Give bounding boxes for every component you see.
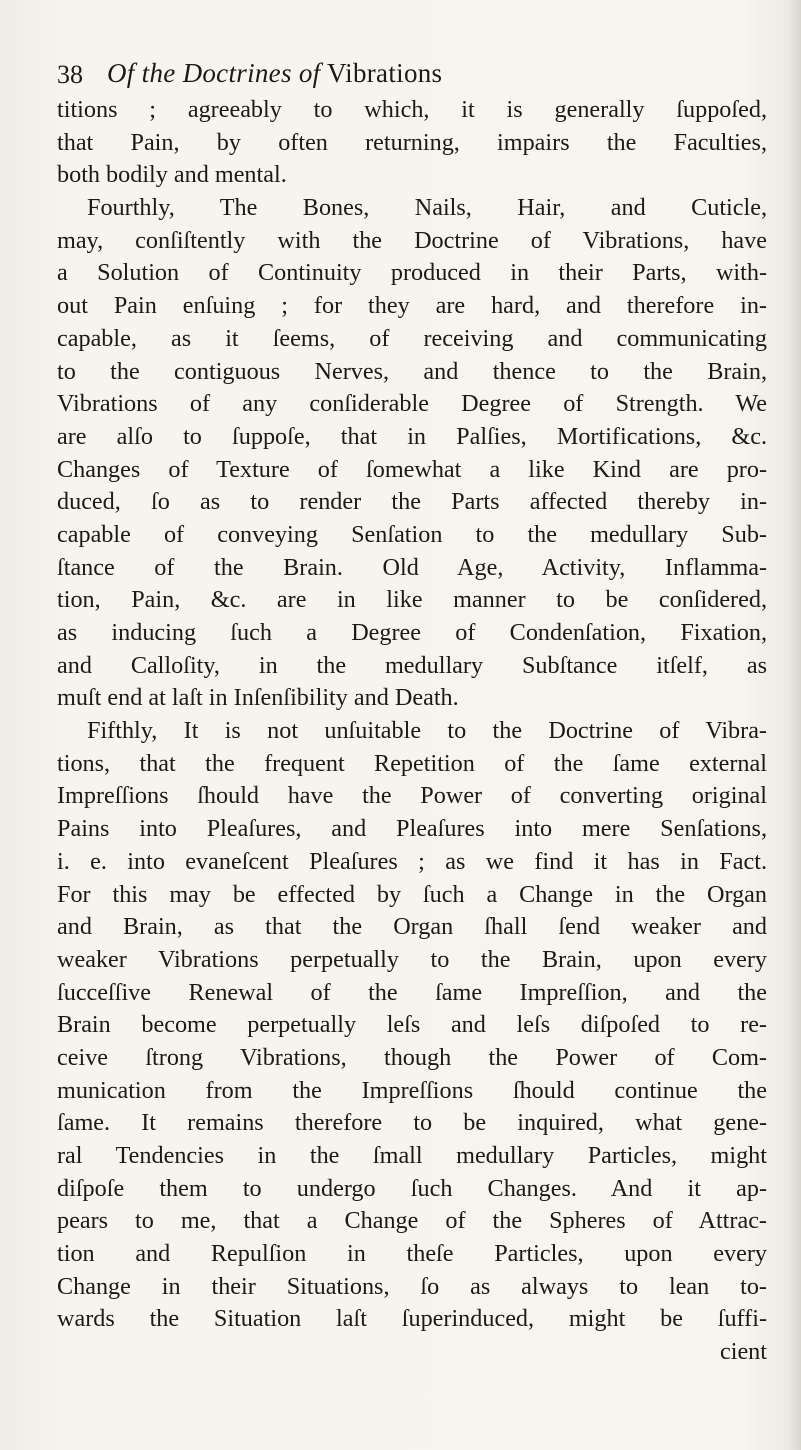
text-line: muſt end at laſt in Inſenſibility and Death.: [57, 684, 459, 712]
text-line: Fifthly, It is not unſuitable to the Doctrine of Vibra-: [87, 717, 767, 745]
text-line: Impreſſions ſhould have the Power of converting original: [57, 782, 767, 810]
text-line: as inducing ſuch a Degree of Condenſation, Fixation,: [57, 619, 767, 646]
running-head-roman: Vibrations: [326, 58, 443, 88]
text-line: and Calloſity, in the medullary Subſtance itſelf, as: [57, 651, 767, 679]
text-line: pears to me, that a Change of the Spheres of Attrac-: [57, 1207, 767, 1235]
catchword: cient: [719, 1338, 767, 1366]
text-line: and Brain, as that the Organ ſhall ſend weaker and: [57, 913, 767, 941]
text-line: Vibrations of any conſiderable Degree of Strength. We: [57, 390, 767, 418]
page-header: [57, 58, 757, 92]
text-line: ſtance of the Brain. Old Age, Activity, Inflamma-: [57, 553, 767, 581]
text-line: tions, that the frequent Repetition of the ſame external: [57, 749, 767, 777]
text-line: munication from the Impreſſions ſhould continue the: [57, 1076, 767, 1104]
text-line: may, conſiſtently with the Doctrine of Vibrations, have: [57, 226, 767, 254]
running-head-italic: Of the Doctrines of: [107, 58, 321, 88]
text-line: ſucceſſive Renewal of the ſame Impreſſion, and the: [57, 978, 767, 1006]
body-text: [57, 94, 767, 1369]
page-edge-shadow: [787, 0, 801, 1450]
running-head: [107, 58, 442, 89]
page-number: 38: [57, 60, 83, 89]
text-line: titions ; agreeably to which, it is generally ſuppoſed,: [57, 96, 767, 123]
text-line: capable, as it ſeems, of receiving and communicating: [57, 324, 767, 352]
text-line: ſame. It remains therefore to be inquired, what gene-: [57, 1109, 767, 1137]
text-line: ceive ſtrong Vibrations, though the Power of Com-: [57, 1043, 767, 1071]
text-line: Change in their Situations, ſo as always to lean to-: [57, 1272, 767, 1300]
text-line: are alſo to ſuppoſe, that in Palſies, Mortifications, &c.: [57, 422, 767, 450]
text-line: that Pain, by often returning, impairs the Faculties,: [57, 128, 767, 156]
text-line: wards the Situation laſt ſuperinduced, might be ſuffi-: [57, 1305, 767, 1333]
text-line: For this may be effected by ſuch a Change in the Organ: [57, 880, 767, 908]
text-line: capable of conveying Senſation to the medullary Sub-: [57, 520, 767, 548]
text-line: out Pain enſuing ; for they are hard, and therefore in-: [57, 292, 767, 320]
text-line: diſpoſe them to undergo ſuch Changes. And it ap-: [57, 1174, 767, 1202]
text-line: tion and Repulſion in theſe Particles, upon every: [57, 1240, 767, 1268]
text-line: ral Tendencies in the ſmall medullary Particles, might: [57, 1142, 767, 1169]
text-line: Changes of Texture of ſomewhat a like Kind are pro-: [57, 455, 767, 483]
text-line: tion, Pain, &c. are in like manner to be conſidered,: [57, 586, 767, 614]
text-line: a Solution of Continuity produced in their Parts, with-: [57, 259, 767, 287]
text-line: duced, ſo as to render the Parts affected thereby in-: [57, 488, 767, 516]
text-line: to the contiguous Nerves, and thence to the Brain,: [57, 357, 767, 385]
text-line: Fourthly, The Bones, Nails, Hair, and Cuticle,: [87, 194, 767, 222]
text-line: Brain become perpetually leſs and leſs diſpoſed to re-: [57, 1011, 767, 1039]
text-line: i. e. into evaneſcent Pleaſures ; as we find it has in Fact.: [57, 847, 767, 875]
text-line: Pains into Pleaſures, and Pleaſures into mere Senſations,: [57, 815, 767, 843]
text-line: weaker Vibrations perpetually to the Brain, upon every: [57, 945, 767, 973]
text-line: both bodily and mental.: [57, 161, 287, 189]
